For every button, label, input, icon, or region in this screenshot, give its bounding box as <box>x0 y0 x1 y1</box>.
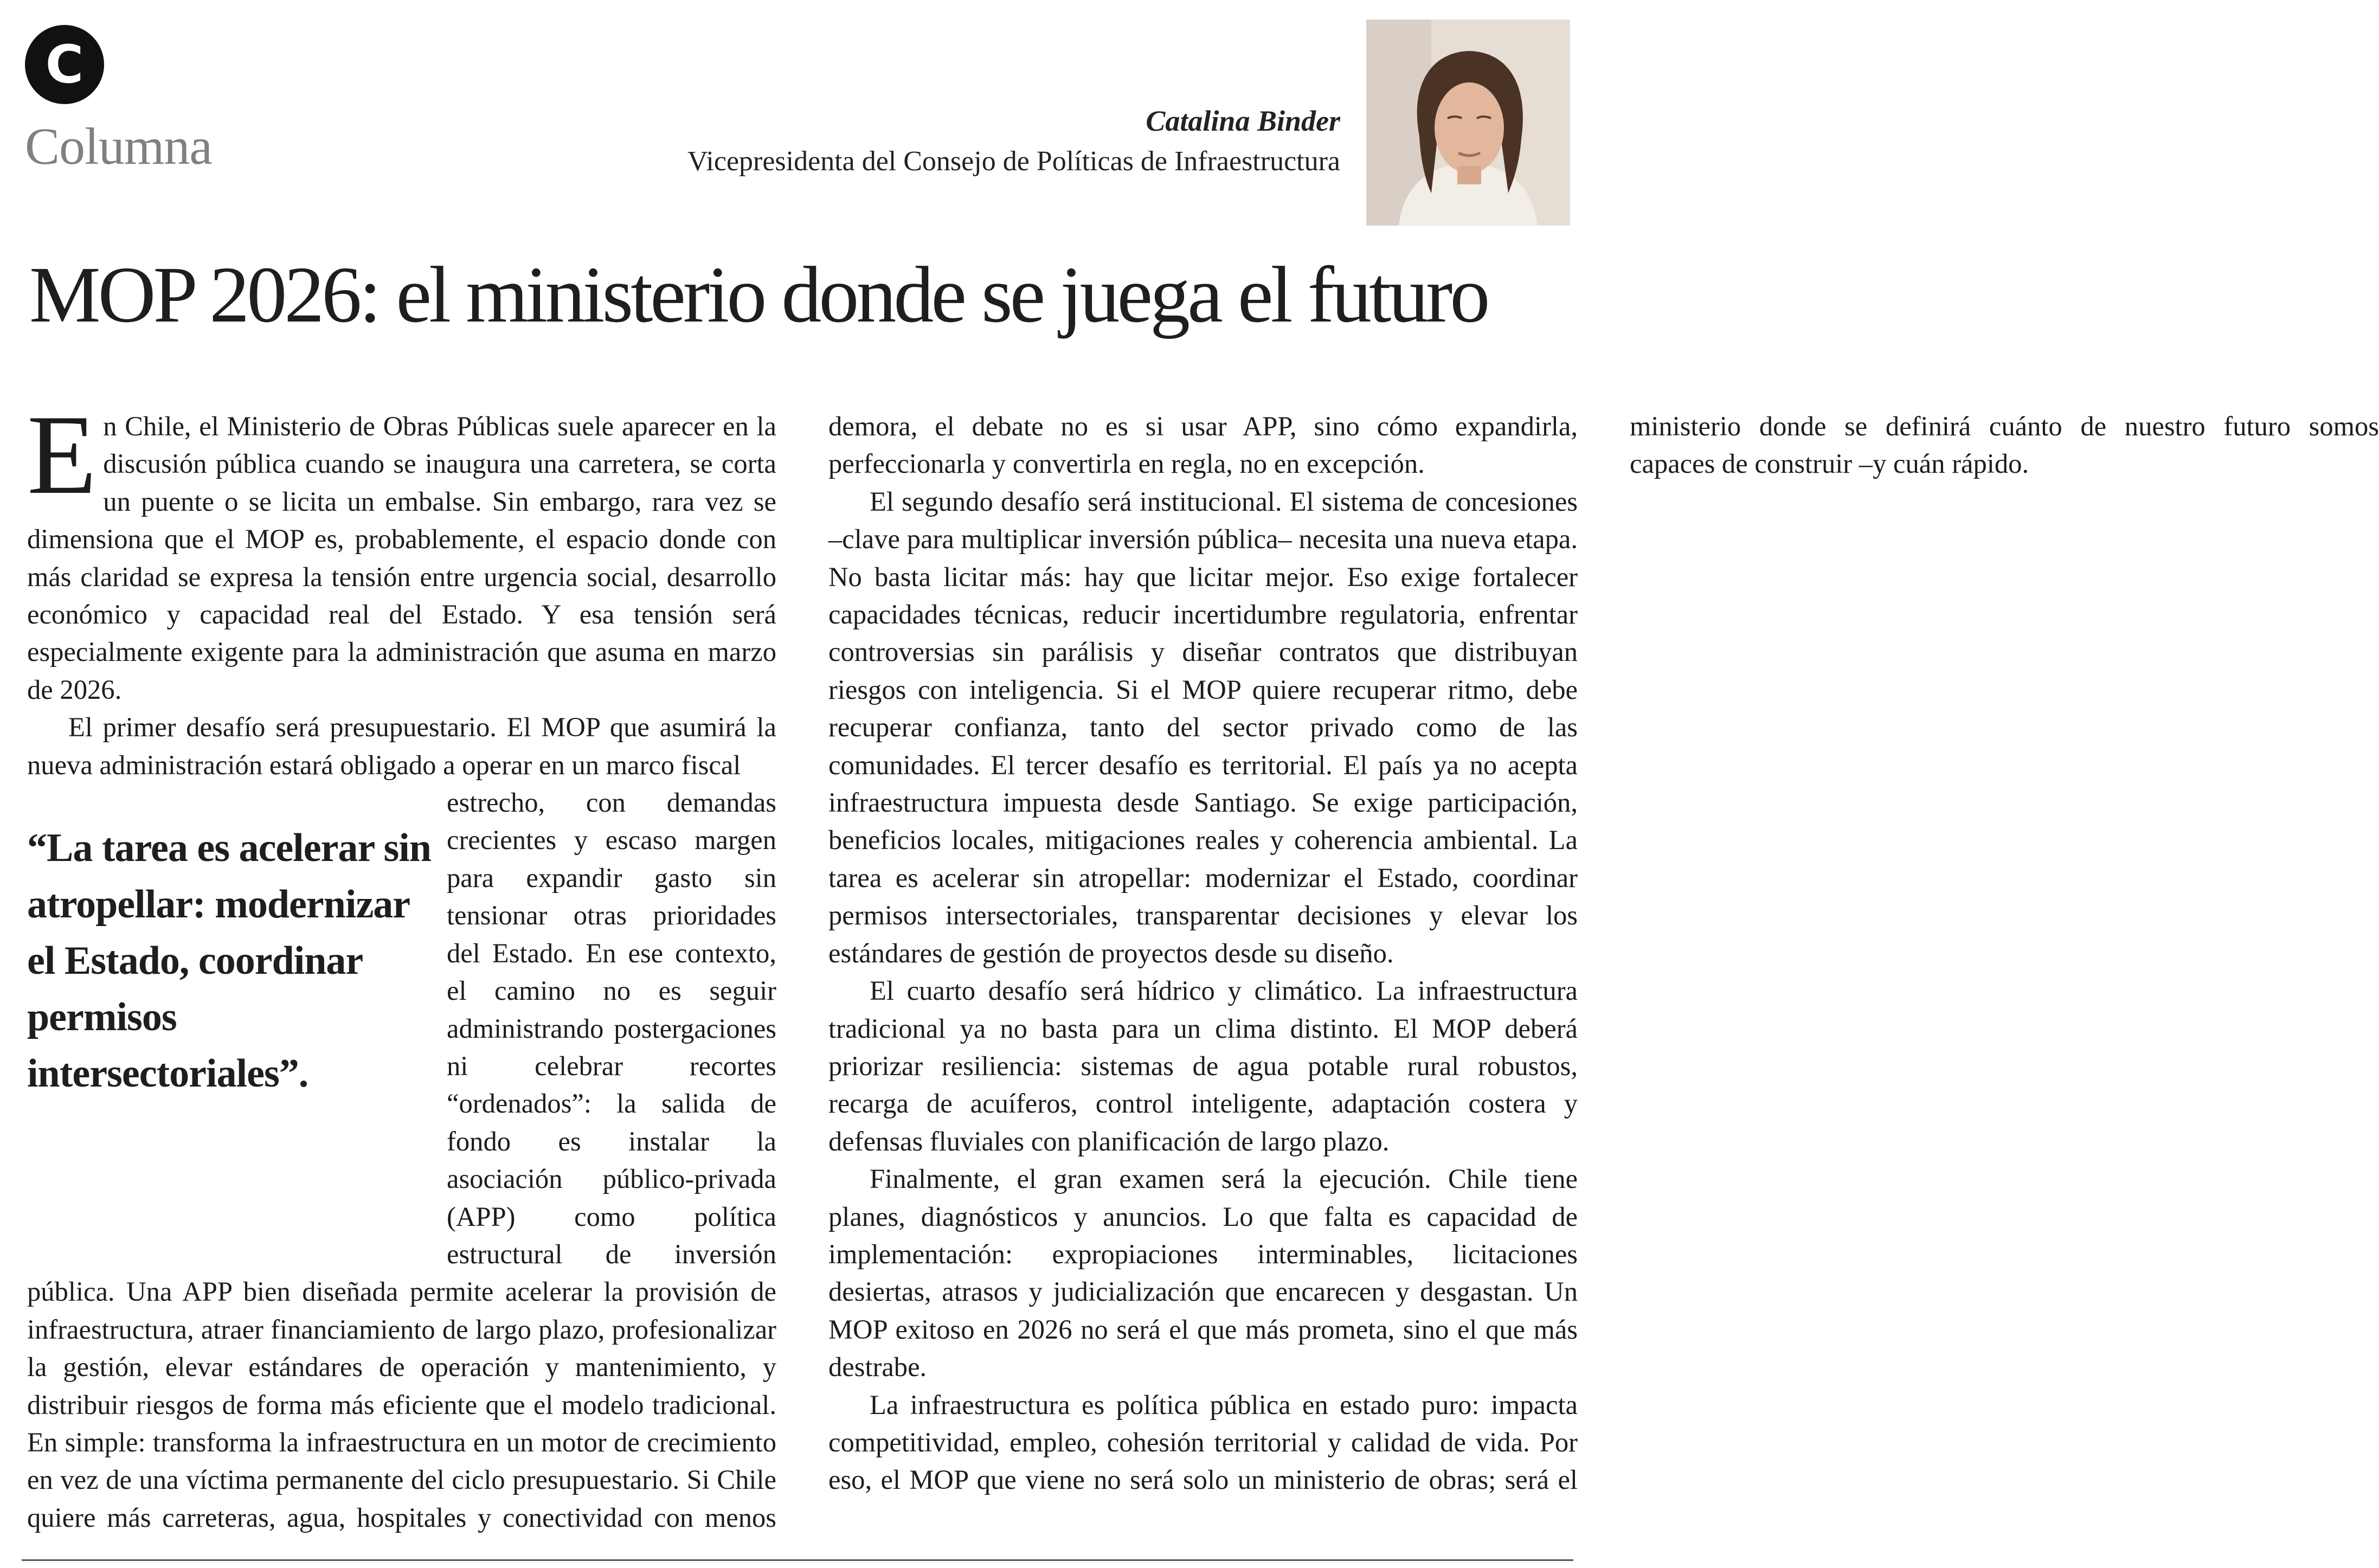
pull-quote: “La tarea es acelerar sin atropellar: modernizar el Estado, coordinar permisos intersectoriales”. <box>27 826 431 1096</box>
paragraph-6: La infraestructura es política pública en estado puro: impacta competitividad, empleo, cohesión territorial y calidad de vida. Por eso, el MOP que viene no será solo un ministerio de obras; será el ministerio donde se definirá cuánto de nuestro futuro somos capaces de construir –y cuán rápido. <box>828 411 2379 1495</box>
article-body <box>27 392 2379 1552</box>
paragraph-1 <box>27 392 776 709</box>
drop-cap: E <box>27 392 97 518</box>
author-portrait-icon <box>1366 20 1570 226</box>
paragraph-1-text: n Chile, el Ministerio de Obras Públicas suele aparecer en la discusión pública cuando se inaugura una carretera, se corta un puente o se licita un embalse. Sin embargo, rara vez se dimensiona que el MOP es, probablemente, el espacio donde con más claridad se expresa la tensión entre urgencia social, desarrollo económico y capacidad real del Estado. Y esa tensión será especialmente exigente para la administración que asuma en marzo de 2026. <box>27 411 776 705</box>
paragraph-2-intro: El primer desafío será presupuestario. El MOP que asumirá la nueva administración estará obligado a operar en un marco fiscal <box>27 712 776 780</box>
paragraph-5: Finalmente, el gran examen será la ejecución. Chile tiene planes, diagnósticos y anuncios. Lo que falta es capacidad de implementación: expropiaciones interminables, licitaciones desiertas, atrasos y judicialización que encarecen y desgastan. Un MOP exitoso en 2026 no será el que más prometa, sino el que más destrabe. <box>828 1164 1578 1383</box>
section-label: Columna <box>25 117 212 175</box>
author-byline <box>687 104 1340 177</box>
paragraph-2-text: estrecho, con demandas crecientes y escaso margen para expandir gasto sin tensionar otras prioridades del Estado. En ese contexto, el camino no es seguir administrando postergaciones ni celebrar recortes “ordenados”: la salida de fondo es instalar la asociación público-privada (APP) como política estructural de inversión pública. Una APP bien diseñada permite acelerar la provisión de infraestructura, atraer financiamiento de largo plazo, profesionalizar la gestión, elevar estándares de operación y mantenimiento, y distribuir riesgos de forma más eficiente que el modelo tradicional. En simple: transforma la infraestructura en un motor de crecimiento en vez de una víctima permanente del ciclo presupuestario. Si Chile quiere más carreteras, agua, hospitales y conectividad con menos demora, el debate no es si usar APP, sino cómo expandirla, perfeccionarla y convertirla en regla, no en excepción. <box>27 411 1578 1533</box>
paragraph-4: El cuarto desafío será hídrico y climático. La infraestructura tradicional ya no basta para un clima distinto. El MOP deberá priorizar resiliencia: sistemas de agua potable rural robustos, recarga de acuíferos, control inteligente, adaptación costera y defensas fluviales con planificación de largo plazo. <box>828 975 1578 1156</box>
author-role: Vicepresidenta del Consejo de Políticas de Infraestructura <box>687 146 1340 177</box>
author-name: Catalina Binder <box>1146 105 1340 137</box>
section-badge: C <box>25 25 104 104</box>
headline: MOP 2026: el ministerio donde se juega el futuro <box>29 250 1488 339</box>
paragraph-3: El segundo desafío será institucional. El sistema de concesiones –clave para multiplicar inversión pública– necesita una nueva etapa. No basta licitar más: hay que licitar mejor. Eso exige fortalecer capacidades técnicas, reducir incertidumbre regulatoria, enfrentar controversias sin parálisis y diseñar contratos que distribuyan riesgos con inteligencia. Si el MOP quiere recuperar ritmo, debe recuperar confianza, tanto del sector privado como de las comunidades. El tercer desafío es territorial. El país ya no acepta infraestructura impuesta desde Santiago. Se exige participación, beneficios locales, mitigaciones reales y coherencia ambiental. La tarea es acelerar sin atropellar: modernizar el Estado, coordinar permisos intersectoriales, transparentar decisiones y elevar los estándares de gestión de proyectos desde su diseño. <box>828 486 1578 968</box>
bottom-rule <box>22 1559 1573 1561</box>
